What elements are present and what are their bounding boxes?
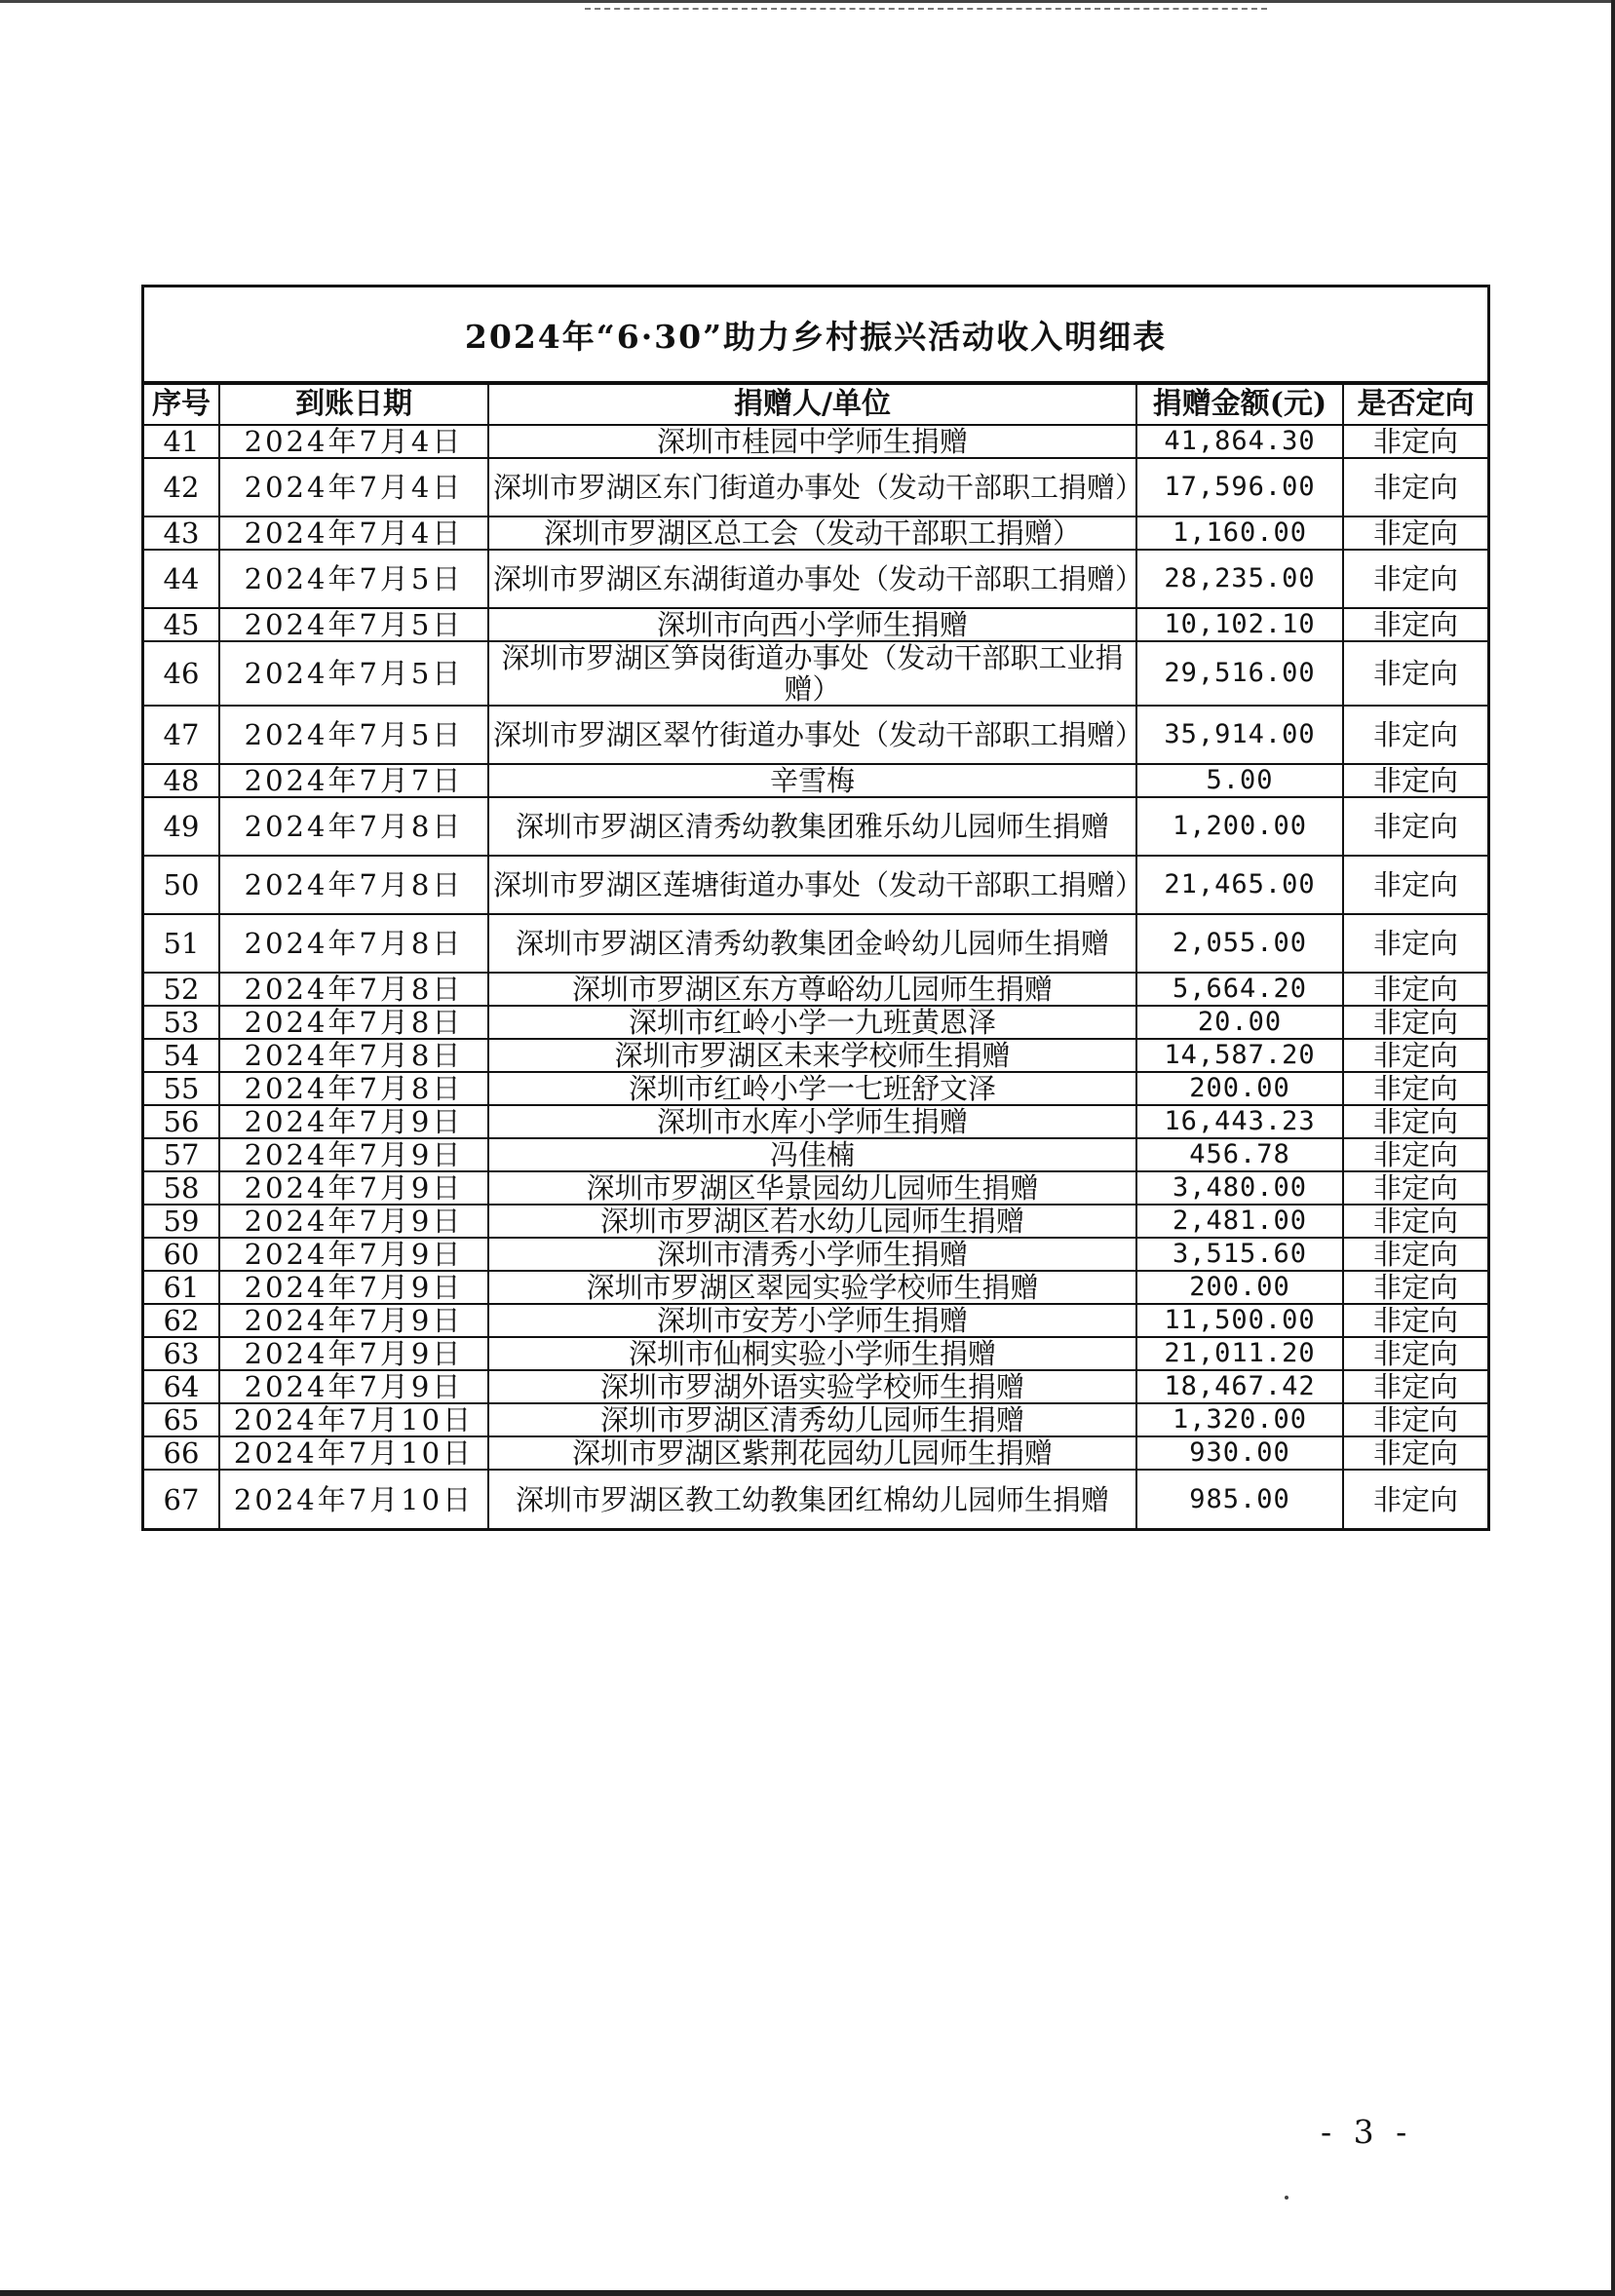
table-row [144, 550, 1487, 608]
table-row [144, 1271, 1487, 1304]
scan-dot [1285, 2196, 1288, 2200]
table-row [144, 1337, 1487, 1370]
table-row [144, 1238, 1487, 1271]
row-date: 2024年7月5日 [219, 608, 488, 641]
row-no: 48 [144, 764, 219, 797]
scan-edge-top [0, 0, 1615, 3]
table-row [144, 1105, 1487, 1138]
row-no: 63 [144, 1337, 219, 1370]
row-type: 非定向 [1343, 973, 1487, 1006]
row-no: 62 [144, 1304, 219, 1337]
row-no: 61 [144, 1271, 219, 1304]
row-no: 54 [144, 1039, 219, 1072]
row-amount: 3,480.00 [1136, 1171, 1343, 1205]
row-donor: 冯佳楠 [488, 1138, 1136, 1171]
row-no: 45 [144, 608, 219, 641]
row-amount: 1,160.00 [1136, 517, 1343, 550]
header-amount: 捐赠金额(元) [1136, 384, 1343, 425]
header-donor: 捐赠人/单位 [488, 384, 1136, 425]
row-donor: 深圳市罗湖外语实验学校师生捐赠 [488, 1370, 1136, 1403]
row-date: 2024年7月10日 [219, 1403, 488, 1436]
table-body [144, 425, 1487, 1528]
row-type: 非定向 [1343, 550, 1487, 608]
row-donor: 深圳市罗湖区清秀幼教集团金岭幼儿园师生捐赠 [488, 914, 1136, 973]
table-row [144, 914, 1487, 973]
table-row [144, 458, 1487, 517]
row-no: 44 [144, 550, 219, 608]
row-donor: 深圳市罗湖区未来学校师生捐赠 [488, 1039, 1136, 1072]
row-amount: 21,011.20 [1136, 1337, 1343, 1370]
table-row [144, 1304, 1487, 1337]
row-amount: 11,500.00 [1136, 1304, 1343, 1337]
row-amount: 200.00 [1136, 1271, 1343, 1304]
row-type: 非定向 [1343, 797, 1487, 856]
row-amount: 41,864.30 [1136, 425, 1343, 458]
row-amount: 5,664.20 [1136, 973, 1343, 1006]
row-amount: 29,516.00 [1136, 641, 1343, 706]
row-type: 非定向 [1343, 1105, 1487, 1138]
row-no: 42 [144, 458, 219, 517]
row-donor: 深圳市罗湖区东湖街道办事处（发动干部职工捐赠） [488, 550, 1136, 608]
row-amount: 456.78 [1136, 1138, 1343, 1171]
row-date: 2024年7月9日 [219, 1238, 488, 1271]
row-amount: 35,914.00 [1136, 706, 1343, 764]
row-donor: 深圳市桂园中学师生捐赠 [488, 425, 1136, 458]
row-date: 2024年7月4日 [219, 517, 488, 550]
row-donor: 深圳市清秀小学师生捐赠 [488, 1238, 1136, 1271]
row-donor: 深圳市罗湖区清秀幼儿园师生捐赠 [488, 1403, 1136, 1436]
scan-dash-mark [585, 8, 1267, 10]
row-donor: 深圳市罗湖区笋岗街道办事处（发动干部职工业捐赠） [488, 641, 1136, 706]
row-donor: 深圳市罗湖区紫荆花园幼儿园师生捐赠 [488, 1436, 1136, 1470]
row-donor: 深圳市罗湖区若水幼儿园师生捐赠 [488, 1205, 1136, 1238]
row-type: 非定向 [1343, 764, 1487, 797]
table-row [144, 517, 1487, 550]
row-date: 2024年7月10日 [219, 1470, 488, 1528]
row-amount: 1,200.00 [1136, 797, 1343, 856]
row-amount: 2,055.00 [1136, 914, 1343, 973]
row-amount: 17,596.00 [1136, 458, 1343, 517]
row-date: 2024年7月8日 [219, 797, 488, 856]
row-date: 2024年7月9日 [219, 1271, 488, 1304]
row-no: 56 [144, 1105, 219, 1138]
row-no: 67 [144, 1470, 219, 1528]
donation-table [144, 383, 1487, 1528]
row-date: 2024年7月10日 [219, 1436, 488, 1470]
row-donor: 深圳市罗湖区翠园实验学校师生捐赠 [488, 1271, 1136, 1304]
row-type: 非定向 [1343, 914, 1487, 973]
table-row [144, 608, 1487, 641]
row-type: 非定向 [1343, 458, 1487, 517]
row-type: 非定向 [1343, 1039, 1487, 1072]
table-row [144, 1138, 1487, 1171]
scan-edge-right [1611, 0, 1615, 2296]
row-amount: 21,465.00 [1136, 856, 1343, 914]
row-no: 58 [144, 1171, 219, 1205]
row-type: 非定向 [1343, 517, 1487, 550]
row-date: 2024年7月9日 [219, 1138, 488, 1171]
row-no: 49 [144, 797, 219, 856]
row-type: 非定向 [1343, 1238, 1487, 1271]
row-no: 50 [144, 856, 219, 914]
table-header-row [144, 384, 1487, 425]
row-amount: 985.00 [1136, 1470, 1343, 1528]
row-amount: 2,481.00 [1136, 1205, 1343, 1238]
row-type: 非定向 [1343, 1072, 1487, 1105]
row-date: 2024年7月9日 [219, 1337, 488, 1370]
row-date: 2024年7月8日 [219, 914, 488, 973]
row-no: 43 [144, 517, 219, 550]
row-date: 2024年7月9日 [219, 1205, 488, 1238]
row-donor: 深圳市向西小学师生捐赠 [488, 608, 1136, 641]
row-no: 52 [144, 973, 219, 1006]
row-donor: 深圳市罗湖区东方尊峪幼儿园师生捐赠 [488, 973, 1136, 1006]
row-type: 非定向 [1343, 425, 1487, 458]
table-row [144, 797, 1487, 856]
row-donor: 深圳市罗湖区教工幼教集团红棉幼儿园师生捐赠 [488, 1470, 1136, 1528]
row-type: 非定向 [1343, 1337, 1487, 1370]
row-donor: 深圳市罗湖区总工会（发动干部职工捐赠） [488, 517, 1136, 550]
row-type: 非定向 [1343, 1271, 1487, 1304]
row-donor: 深圳市红岭小学一七班舒文泽 [488, 1072, 1136, 1105]
row-type: 非定向 [1343, 641, 1487, 706]
row-date: 2024年7月4日 [219, 425, 488, 458]
row-no: 66 [144, 1436, 219, 1470]
row-no: 64 [144, 1370, 219, 1403]
table-row [144, 1039, 1487, 1072]
table-row [144, 1072, 1487, 1105]
row-no: 46 [144, 641, 219, 706]
row-donor: 深圳市仙桐实验小学师生捐赠 [488, 1337, 1136, 1370]
row-date: 2024年7月5日 [219, 641, 488, 706]
row-type: 非定向 [1343, 608, 1487, 641]
table-row [144, 706, 1487, 764]
row-no: 57 [144, 1138, 219, 1171]
row-no: 65 [144, 1403, 219, 1436]
row-date: 2024年7月8日 [219, 856, 488, 914]
row-date: 2024年7月8日 [219, 973, 488, 1006]
row-donor: 深圳市罗湖区莲塘街道办事处（发动干部职工捐赠） [488, 856, 1136, 914]
row-type: 非定向 [1343, 706, 1487, 764]
row-type: 非定向 [1343, 1403, 1487, 1436]
header-date: 到账日期 [219, 384, 488, 425]
table-row [144, 973, 1487, 1006]
scan-edge-bottom [0, 2290, 1615, 2296]
row-date: 2024年7月9日 [219, 1105, 488, 1138]
row-date: 2024年7月4日 [219, 458, 488, 517]
row-donor: 深圳市罗湖区华景园幼儿园师生捐赠 [488, 1171, 1136, 1205]
row-type: 非定向 [1343, 1470, 1487, 1528]
row-type: 非定向 [1343, 1436, 1487, 1470]
row-donor: 深圳市罗湖区清秀幼教集团雅乐幼儿园师生捐赠 [488, 797, 1136, 856]
row-no: 41 [144, 425, 219, 458]
row-date: 2024年7月9日 [219, 1171, 488, 1205]
row-amount: 10,102.10 [1136, 608, 1343, 641]
row-no: 59 [144, 1205, 219, 1238]
row-amount: 1,320.00 [1136, 1403, 1343, 1436]
row-date: 2024年7月7日 [219, 764, 488, 797]
row-amount: 14,587.20 [1136, 1039, 1343, 1072]
table-row [144, 1171, 1487, 1205]
table-row [144, 1205, 1487, 1238]
header-type: 是否定向 [1343, 384, 1487, 425]
row-amount: 5.00 [1136, 764, 1343, 797]
row-date: 2024年7月8日 [219, 1039, 488, 1072]
table-row [144, 856, 1487, 914]
row-amount: 3,515.60 [1136, 1238, 1343, 1271]
page-number: - 3 - [1321, 2113, 1413, 2151]
table-title: 2024年“6·30”助力乡村振兴活动收入明细表 [144, 287, 1487, 383]
row-amount: 930.00 [1136, 1436, 1343, 1470]
row-date: 2024年7月8日 [219, 1006, 488, 1039]
row-no: 51 [144, 914, 219, 973]
table-row [144, 1470, 1487, 1528]
header-no: 序号 [144, 384, 219, 425]
row-type: 非定向 [1343, 1370, 1487, 1403]
row-donor: 深圳市红岭小学一九班黄恩泽 [488, 1006, 1136, 1039]
row-no: 53 [144, 1006, 219, 1039]
row-amount: 28,235.00 [1136, 550, 1343, 608]
row-date: 2024年7月5日 [219, 706, 488, 764]
row-donor: 辛雪梅 [488, 764, 1136, 797]
row-date: 2024年7月8日 [219, 1072, 488, 1105]
row-donor: 深圳市罗湖区东门街道办事处（发动干部职工捐赠） [488, 458, 1136, 517]
table-row [144, 425, 1487, 458]
row-no: 55 [144, 1072, 219, 1105]
row-type: 非定向 [1343, 1171, 1487, 1205]
income-detail-table [141, 285, 1490, 1531]
row-amount: 16,443.23 [1136, 1105, 1343, 1138]
row-type: 非定向 [1343, 1138, 1487, 1171]
row-date: 2024年7月9日 [219, 1304, 488, 1337]
row-no: 47 [144, 706, 219, 764]
row-type: 非定向 [1343, 1304, 1487, 1337]
table-row [144, 1006, 1487, 1039]
row-date: 2024年7月5日 [219, 550, 488, 608]
row-type: 非定向 [1343, 1205, 1487, 1238]
row-date: 2024年7月9日 [219, 1370, 488, 1403]
row-donor: 深圳市安芳小学师生捐赠 [488, 1304, 1136, 1337]
table-row [144, 1436, 1487, 1470]
table-row [144, 641, 1487, 706]
table-row [144, 1370, 1487, 1403]
row-type: 非定向 [1343, 1006, 1487, 1039]
row-type: 非定向 [1343, 856, 1487, 914]
row-donor: 深圳市水库小学师生捐赠 [488, 1105, 1136, 1138]
row-no: 60 [144, 1238, 219, 1271]
row-amount: 20.00 [1136, 1006, 1343, 1039]
row-amount: 200.00 [1136, 1072, 1343, 1105]
row-donor: 深圳市罗湖区翠竹街道办事处（发动干部职工捐赠） [488, 706, 1136, 764]
row-amount: 18,467.42 [1136, 1370, 1343, 1403]
table-row [144, 764, 1487, 797]
table-row [144, 1403, 1487, 1436]
